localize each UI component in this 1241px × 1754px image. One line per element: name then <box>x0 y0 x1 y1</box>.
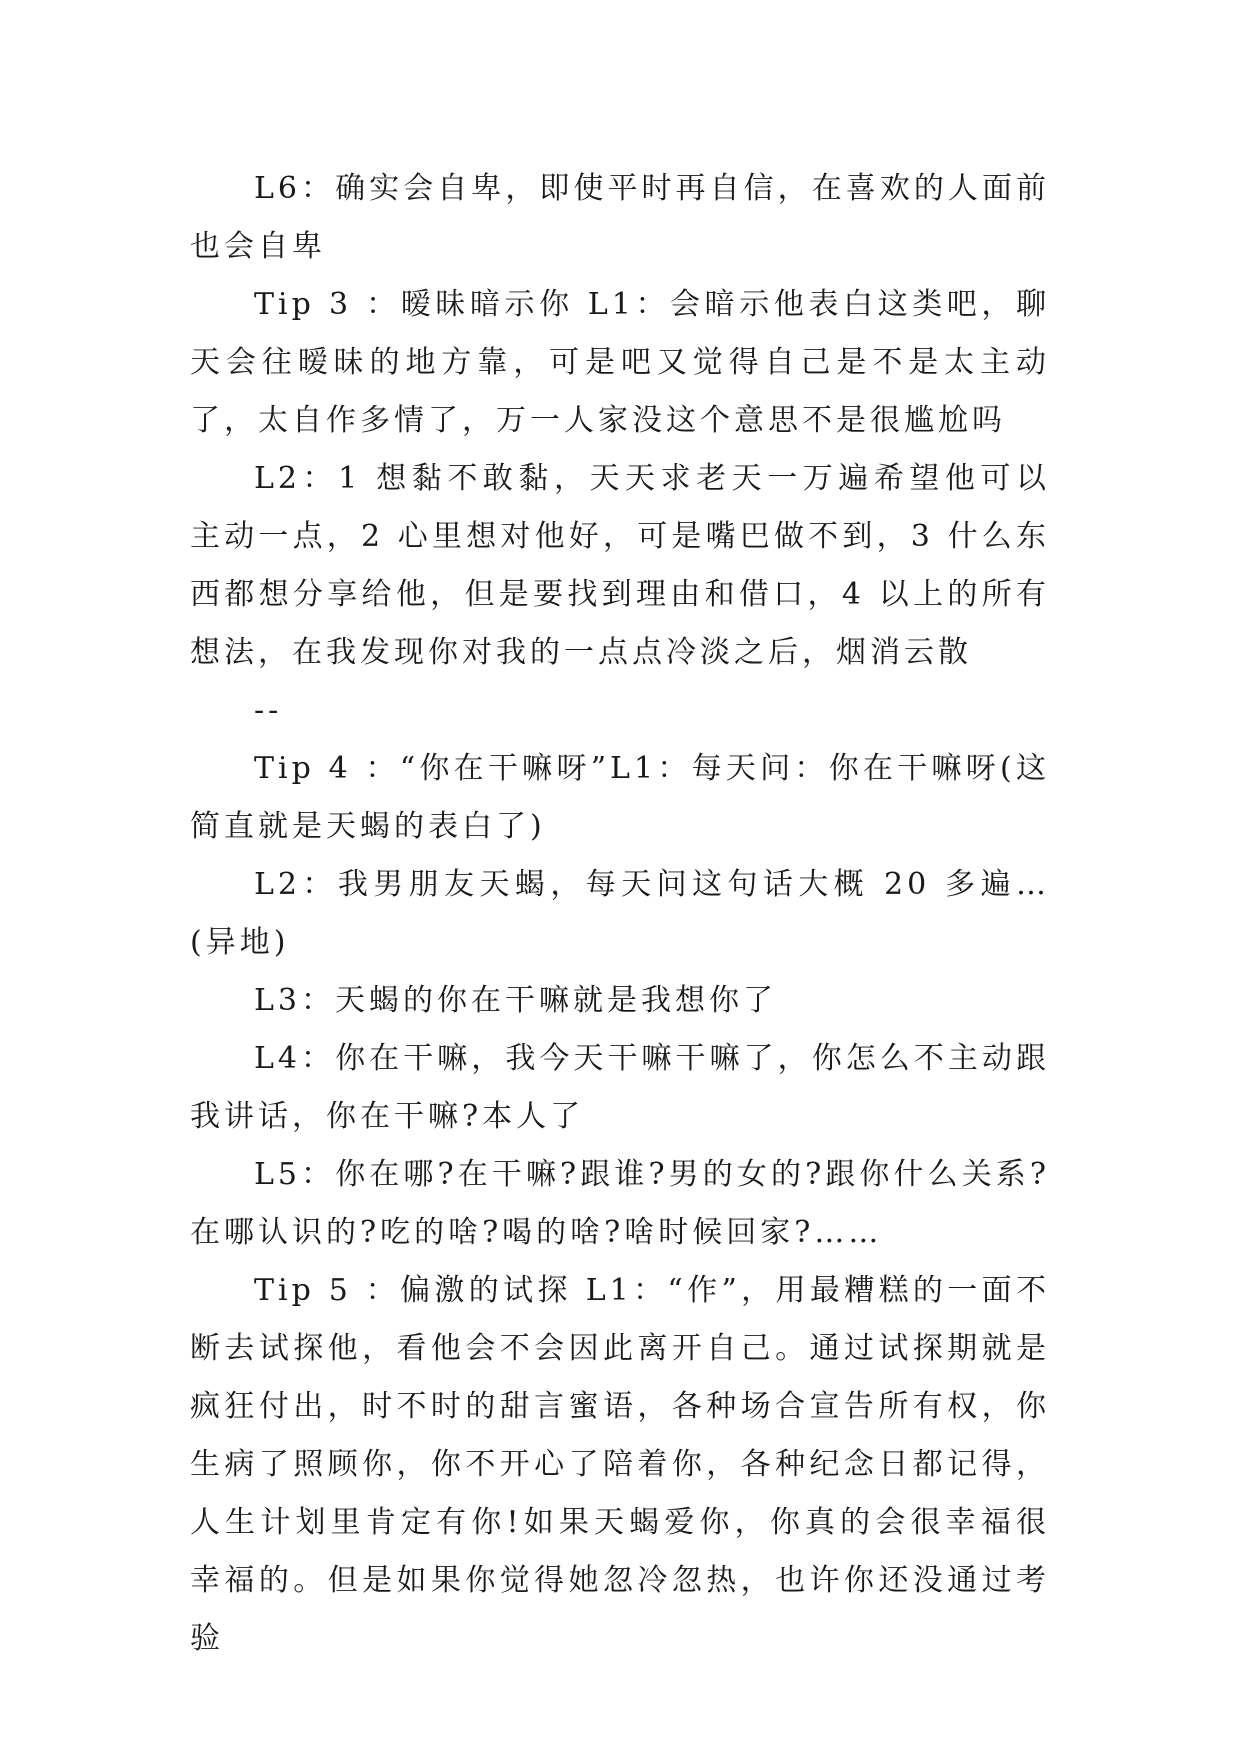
paragraph-l6: L6：确实会自卑，即使平时再自信，在喜欢的人面前也会自卑 <box>190 171 1050 264</box>
paragraph-tip4-l4: L4：你在干嘛，我今天干嘛干嘛了，你怎么不主动跟我讲话，你在干嘛?本人了 <box>190 1041 1050 1134</box>
paragraph-tip4-l5: L5：你在哪?在干嘛?跟谁?男的女的?跟你什么关系?在哪认识的?吃的啥?喝的啥?啥时候回家?…… <box>190 1157 1050 1250</box>
paragraph-tip4: Tip 4 ：“你在干嘛呀”L1：每天问：你在干嘛呀(这简直就是天蝎的表白了) <box>190 751 1050 844</box>
document-body <box>190 160 1050 1668</box>
paragraph-tip3-l2: L2：1 想黏不敢黏，天天求老天一万遍希望他可以主动一点，2 心里想对他好，可是嘴巴做不到，3 什么东西都想分享给他，但是要找到理由和借口，4 以上的所有想法，在我发现你对我的一点点冷淡之后，烟消云散 <box>190 461 1050 670</box>
paragraph-tip3: Tip 3 ：暧昧暗示你 L1：会暗示他表白这类吧，聊天会往暧昧的地方靠，可是吧又觉得自己是不是太主动了，太自作多情了，万一人家没这个意思不是很尴尬吗 <box>190 287 1050 438</box>
paragraph-tip4-l2: L2：我男朋友天蝎，每天问这句话大概 20 多遍…(异地) <box>190 867 1050 960</box>
separator: -- <box>254 693 283 728</box>
paragraph-tip4-l3: L3：天蝎的你在干嘛就是我想你了 <box>254 983 778 1018</box>
paragraph-tip5: Tip 5 ：偏激的试探 L1：“作”，用最糟糕的一面不断去试探他，看他会不会因此离开自己。通过试探期就是疯狂付出，时不时的甜言蜜语，各种场合宣告所有权，你生病了照顾你，你不开心了陪着你，各种纪念日都记得，人生计划里肯定有你!如果天蝎爱你，你真的会很幸福很幸福的。但是如果你觉得她忽冷忽热，也许你还没通过考验 <box>190 1273 1050 1656</box>
